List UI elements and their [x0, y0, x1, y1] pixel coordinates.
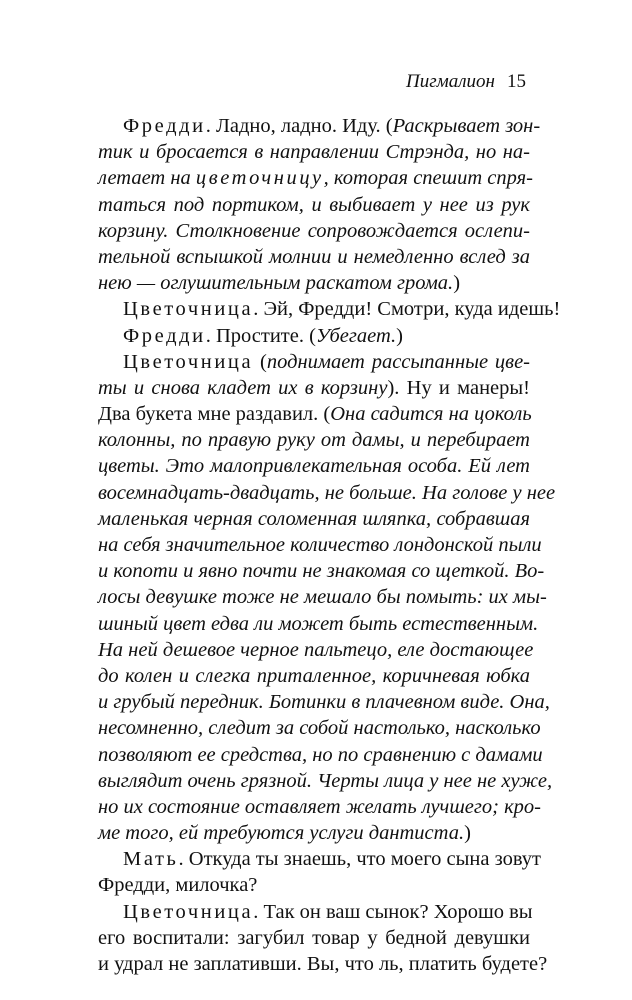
- dialogue-text: . Откуда ты знаешь, что моего сына зовут: [178, 848, 542, 871]
- dialogue-text: . Так он ваш сынок? Хорошо вы: [253, 900, 533, 923]
- text-line: [98, 558, 545, 584]
- speaker-name: Цветочница: [123, 350, 254, 373]
- stage-direction: летает на: [98, 167, 196, 190]
- stage-direction: колонны, по правую руку от дамы, и перебирает: [98, 429, 530, 452]
- text-line: [98, 480, 556, 506]
- dialogue-text: Два букета мне раздавил. (: [98, 403, 331, 426]
- text-line: [98, 506, 530, 532]
- dialogue-text: . Эй, Фредди! Смотри, куда идешь!: [253, 298, 561, 321]
- text-line: [98, 113, 541, 139]
- dialogue-text: . Ладно, ладно. Иду. (: [205, 115, 393, 137]
- stage-direction: цветы. Это малопривлекательная особа. Ей лет: [98, 455, 530, 478]
- stage-direction: позволяют ее средства, но по сравнению с дамами: [98, 743, 543, 766]
- dialogue-text: (: [253, 350, 267, 373]
- text-line: [98, 689, 550, 715]
- stage-direction: на себя значительное количество лондонской пыли: [98, 534, 542, 556]
- stage-direction: таться под портиком, и выбивает у нее из рук: [98, 193, 530, 216]
- text-line: [98, 925, 530, 951]
- text-line: [98, 742, 543, 768]
- stage-direction: и копоти и явно почти не знакомая со щеткой. Во-: [98, 560, 545, 583]
- body-text: [98, 113, 561, 977]
- stage-direction: Убегает.: [315, 324, 397, 347]
- text-line: [98, 192, 530, 218]
- stage-direction: но их состояние оставляет желать лучшего; кро-: [98, 795, 542, 818]
- stage-direction: нею — оглушительным раскатом грома.: [98, 272, 454, 295]
- stage-direction: маленькая черная соломенная шляпка, собравшая: [98, 507, 530, 530]
- text-line: [98, 846, 542, 872]
- text-line: [98, 951, 548, 977]
- speaker-name: Фредди: [123, 115, 206, 137]
- text-line: [98, 401, 530, 427]
- speaker-name: Цветочница: [123, 298, 254, 321]
- stage-direction: лосы девушке тоже не мешало бы помыть: их мы-: [98, 586, 547, 609]
- stage-direction: и грубый передник. Ботинки в плачевном виде. Она,: [98, 691, 550, 714]
- text-line: [98, 899, 533, 925]
- page-number: 15: [507, 71, 526, 92]
- stage-direction: восемнадцать-двадцать, не больше. На голове у нее: [98, 481, 556, 504]
- text-line: [98, 139, 530, 165]
- text-line: [98, 427, 530, 453]
- text-line: [98, 611, 539, 637]
- text-line: [98, 349, 530, 375]
- speaker-name: Мать: [123, 848, 179, 871]
- text-line: [98, 375, 530, 401]
- stage-direction: Раскрывает зон-: [392, 115, 541, 137]
- text-line: [98, 584, 547, 610]
- text-line: [98, 768, 553, 794]
- text-line: [98, 244, 530, 270]
- text-line: [98, 663, 530, 689]
- text-line: [98, 453, 530, 479]
- speaker-name: цветочницу: [195, 167, 324, 190]
- stage-direction: корзину. Столкновение сопровождается ослепи-: [98, 219, 530, 242]
- text-line: [98, 794, 542, 820]
- text-line: [98, 323, 530, 349]
- stage-direction: выглядит очень грязной. Черты лица у нее не хуже,: [98, 769, 553, 792]
- dialogue-text: ). Ну и манеры!: [387, 376, 530, 399]
- text-line: [98, 715, 541, 741]
- speaker-name: Фредди: [123, 324, 206, 347]
- speaker-name: Цветочница: [123, 900, 254, 923]
- dialogue-text: Фредди, милочка?: [98, 874, 258, 897]
- stage-direction: ты и снова кладет их в корзину: [98, 376, 388, 399]
- text-line: [98, 218, 530, 244]
- text-line: [98, 872, 530, 898]
- dialogue-text: и удрал не заплативши. Вы, что ль, платить будете?: [98, 953, 548, 975]
- stage-direction: тельной вспышкой молнии и немедленно вслед за: [98, 245, 530, 268]
- stage-direction: шиный цвет едва ли может быть естественным.: [98, 612, 539, 635]
- text-line: [98, 165, 533, 191]
- stage-direction: На ней дешевое черное пальтецо, еле достающее: [98, 638, 534, 661]
- running-head-title: Пигмалион: [406, 71, 495, 92]
- running-head: [406, 70, 526, 94]
- stage-direction: ме того, ей требуются услуги дантиста.: [98, 822, 465, 845]
- dialogue-text: . Простите. (: [205, 324, 316, 347]
- stage-direction: Она садится на цоколь: [330, 403, 532, 426]
- stage-direction: поднимает рассыпанные цве-: [266, 350, 531, 373]
- dialogue-text: его воспитали: загубил товар у бедной девушки: [98, 926, 530, 949]
- stage-direction: несомненно, следит за собой настолько, насколько: [98, 717, 541, 740]
- text-line: [98, 820, 530, 846]
- text-line: [98, 637, 534, 663]
- dialogue-text: ): [453, 272, 461, 295]
- text-line: [98, 532, 542, 558]
- text-line: [98, 270, 530, 296]
- dialogue-text: ): [464, 822, 471, 845]
- text-line: [98, 296, 561, 322]
- stage-direction: , которая спешит спря-: [323, 167, 533, 190]
- stage-direction: до колен и слегка приталенное, коричневая юбка: [98, 664, 530, 687]
- stage-direction: тик и бросается в направлении Стрэнда, но на-: [98, 141, 530, 164]
- dialogue-text: ): [396, 324, 403, 347]
